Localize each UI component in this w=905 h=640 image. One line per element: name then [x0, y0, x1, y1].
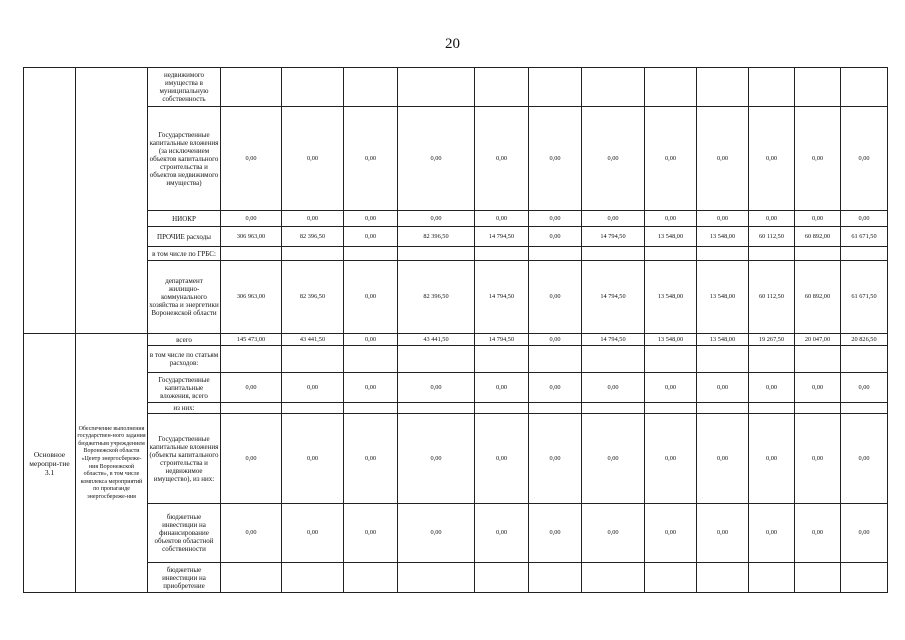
- value-cell: [398, 403, 475, 414]
- value-cell: 0,00: [697, 414, 749, 504]
- value-cell: 0,00: [282, 107, 344, 211]
- value-cell: 0,00: [475, 211, 529, 227]
- budget-table: [23, 67, 888, 593]
- value-cell: [221, 68, 282, 107]
- value-cell: 14 794,50: [475, 261, 529, 334]
- value-cell: 0,00: [282, 414, 344, 504]
- value-cell: 60 112,50: [749, 227, 795, 247]
- value-cell: [645, 403, 697, 414]
- value-cell: 0,00: [795, 211, 841, 227]
- value-cell: [841, 346, 888, 373]
- value-cell: [344, 403, 398, 414]
- value-cell: [282, 346, 344, 373]
- value-cell: 0,00: [475, 504, 529, 563]
- value-cell: 0,00: [645, 414, 697, 504]
- value-cell: 0,00: [697, 373, 749, 403]
- value-cell: 0,00: [582, 504, 645, 563]
- value-cell: [475, 403, 529, 414]
- value-cell: 0,00: [282, 504, 344, 563]
- table-row: [24, 261, 888, 334]
- value-cell: 0,00: [529, 261, 582, 334]
- value-cell: 13 548,00: [645, 334, 697, 346]
- value-cell: 0,00: [749, 107, 795, 211]
- row-label: в том числе по статьям расходов:: [148, 346, 221, 373]
- value-cell: [749, 68, 795, 107]
- value-cell: [795, 346, 841, 373]
- value-cell: 145 473,00: [221, 334, 282, 346]
- value-cell: 0,00: [841, 107, 888, 211]
- value-cell: 0,00: [841, 211, 888, 227]
- value-cell: [282, 563, 344, 593]
- row-label: Государственные капитальные вложения (за исключением объектов капитального строительства и объектов недвижимого имущества): [148, 107, 221, 211]
- value-cell: [795, 563, 841, 593]
- value-cell: 61 671,50: [841, 227, 888, 247]
- value-cell: [221, 247, 282, 261]
- table-row: [24, 227, 888, 247]
- group-cell-empty: [24, 68, 76, 334]
- value-cell: 0,00: [749, 211, 795, 227]
- table-body: [24, 68, 888, 593]
- description-cell-empty: [76, 68, 148, 334]
- value-cell: 0,00: [645, 107, 697, 211]
- value-cell: 0,00: [749, 504, 795, 563]
- value-cell: 0,00: [398, 211, 475, 227]
- value-cell: [697, 346, 749, 373]
- value-cell: 14 794,50: [582, 261, 645, 334]
- value-cell: [475, 563, 529, 593]
- value-cell: [529, 346, 582, 373]
- value-cell: [221, 563, 282, 593]
- value-cell: 0,00: [475, 373, 529, 403]
- value-cell: [282, 247, 344, 261]
- value-cell: 14 794,50: [475, 334, 529, 346]
- value-cell: 0,00: [529, 414, 582, 504]
- value-cell: [582, 346, 645, 373]
- value-cell: 60 112,50: [749, 261, 795, 334]
- row-label: департамент жилищно-коммунального хозяйства и энергетики Воронежской области: [148, 261, 221, 334]
- value-cell: 0,00: [841, 373, 888, 403]
- table-row: [24, 414, 888, 504]
- value-cell: 14 794,50: [582, 227, 645, 247]
- value-cell: 13 548,00: [645, 261, 697, 334]
- value-cell: 0,00: [529, 107, 582, 211]
- value-cell: 0,00: [582, 107, 645, 211]
- value-cell: 13 548,00: [697, 261, 749, 334]
- value-cell: [697, 68, 749, 107]
- value-cell: 0,00: [398, 107, 475, 211]
- value-cell: 0,00: [344, 227, 398, 247]
- value-cell: 43 441,50: [282, 334, 344, 346]
- value-cell: [221, 346, 282, 373]
- row-label: Государственные капитальные вложения (объекты капитального строительства и недвижимое имущество), из них:: [148, 414, 221, 504]
- value-cell: [398, 68, 475, 107]
- value-cell: [344, 346, 398, 373]
- value-cell: 0,00: [582, 373, 645, 403]
- value-cell: 0,00: [529, 373, 582, 403]
- value-cell: 0,00: [645, 504, 697, 563]
- value-cell: 0,00: [221, 414, 282, 504]
- value-cell: [841, 403, 888, 414]
- value-cell: 0,00: [749, 373, 795, 403]
- value-cell: [841, 247, 888, 261]
- value-cell: [221, 403, 282, 414]
- value-cell: [697, 563, 749, 593]
- row-label: в том числе по ГРБС:: [148, 247, 221, 261]
- value-cell: [529, 68, 582, 107]
- value-cell: [529, 247, 582, 261]
- value-cell: 0,00: [645, 373, 697, 403]
- value-cell: 60 892,00: [795, 227, 841, 247]
- value-cell: 0,00: [795, 414, 841, 504]
- value-cell: [697, 403, 749, 414]
- value-cell: [582, 247, 645, 261]
- value-cell: [582, 563, 645, 593]
- value-cell: [645, 68, 697, 107]
- value-cell: [645, 346, 697, 373]
- value-cell: 306 963,00: [221, 227, 282, 247]
- value-cell: 82 396,50: [398, 261, 475, 334]
- value-cell: 0,00: [221, 211, 282, 227]
- value-cell: [475, 247, 529, 261]
- value-cell: 0,00: [398, 414, 475, 504]
- table-row: [24, 563, 888, 593]
- value-cell: [344, 247, 398, 261]
- value-cell: 0,00: [221, 373, 282, 403]
- value-cell: 306 963,00: [221, 261, 282, 334]
- value-cell: [582, 403, 645, 414]
- value-cell: 0,00: [529, 227, 582, 247]
- value-cell: 0,00: [344, 334, 398, 346]
- row-label: бюджетные инвестиции на приобретение: [148, 563, 221, 593]
- value-cell: 82 396,50: [398, 227, 475, 247]
- activity-description-cell: [76, 334, 148, 593]
- value-cell: [795, 247, 841, 261]
- value-cell: [841, 68, 888, 107]
- table-row: [24, 107, 888, 211]
- value-cell: [398, 563, 475, 593]
- activity-group-cell: [24, 334, 76, 593]
- value-cell: 0,00: [795, 107, 841, 211]
- value-cell: 0,00: [529, 504, 582, 563]
- value-cell: 0,00: [795, 373, 841, 403]
- table-row: [24, 403, 888, 414]
- value-cell: [344, 68, 398, 107]
- table-row: [24, 504, 888, 563]
- table-row: [24, 211, 888, 227]
- value-cell: [282, 68, 344, 107]
- value-cell: [841, 563, 888, 593]
- value-cell: 0,00: [582, 211, 645, 227]
- value-cell: [749, 346, 795, 373]
- value-cell: 14 794,50: [475, 227, 529, 247]
- value-cell: [645, 563, 697, 593]
- value-cell: 0,00: [582, 414, 645, 504]
- value-cell: [795, 68, 841, 107]
- value-cell: 0,00: [841, 414, 888, 504]
- table-row: [24, 247, 888, 261]
- page-number: 20: [445, 36, 460, 52]
- value-cell: [398, 247, 475, 261]
- activity-description: Обеспечение выполнения государствен-ного задания бюджетным учреждением Воронежской области «Центр энергосбереже-ния Воронежской области», в том числе комплекса мероприятий по пропаганде энергосбереже-ния: [77, 425, 146, 500]
- value-cell: 0,00: [529, 211, 582, 227]
- value-cell: [795, 403, 841, 414]
- value-cell: 13 548,00: [697, 227, 749, 247]
- value-cell: [749, 247, 795, 261]
- row-label: недвижимого имущества в муниципальную собственность: [148, 68, 221, 107]
- value-cell: 0,00: [749, 414, 795, 504]
- value-cell: 0,00: [344, 504, 398, 563]
- value-cell: 0,00: [529, 334, 582, 346]
- value-cell: 43 441,50: [398, 334, 475, 346]
- row-label: всего: [148, 334, 221, 346]
- row-label: НИОКР: [148, 211, 221, 227]
- row-label: Государственные капитальные вложения, всего: [148, 373, 221, 403]
- value-cell: 0,00: [697, 107, 749, 211]
- row-label: бюджетные инвестиции на финансирование объектов областной собственности: [148, 504, 221, 563]
- value-cell: [529, 403, 582, 414]
- value-cell: 19 267,50: [749, 334, 795, 346]
- value-cell: 0,00: [841, 504, 888, 563]
- value-cell: 61 671,50: [841, 261, 888, 334]
- value-cell: 0,00: [697, 211, 749, 227]
- value-cell: 0,00: [344, 261, 398, 334]
- value-cell: 0,00: [475, 107, 529, 211]
- value-cell: 0,00: [344, 107, 398, 211]
- activity-group-name: Основное меропри-тие 3.1: [29, 450, 70, 477]
- value-cell: 13 548,00: [697, 334, 749, 346]
- value-cell: 20 047,00: [795, 334, 841, 346]
- value-cell: [645, 247, 697, 261]
- value-cell: 0,00: [221, 504, 282, 563]
- value-cell: [475, 68, 529, 107]
- value-cell: [749, 403, 795, 414]
- table-row: [24, 334, 888, 346]
- value-cell: 0,00: [344, 211, 398, 227]
- value-cell: 0,00: [344, 414, 398, 504]
- value-cell: 82 396,50: [282, 227, 344, 247]
- value-cell: 0,00: [475, 414, 529, 504]
- value-cell: [398, 346, 475, 373]
- value-cell: 0,00: [645, 211, 697, 227]
- value-cell: [582, 68, 645, 107]
- value-cell: [282, 403, 344, 414]
- value-cell: [529, 563, 582, 593]
- table-row: [24, 373, 888, 403]
- value-cell: 20 826,50: [841, 334, 888, 346]
- value-cell: [749, 563, 795, 593]
- row-label: из них:: [148, 403, 221, 414]
- value-cell: 0,00: [398, 373, 475, 403]
- value-cell: 0,00: [344, 373, 398, 403]
- table-row: [24, 68, 888, 107]
- row-label: ПРОЧИЕ расходы: [148, 227, 221, 247]
- value-cell: [475, 346, 529, 373]
- value-cell: 60 892,00: [795, 261, 841, 334]
- value-cell: 0,00: [398, 504, 475, 563]
- value-cell: 0,00: [795, 504, 841, 563]
- value-cell: 13 548,00: [645, 227, 697, 247]
- value-cell: 0,00: [282, 373, 344, 403]
- table-row: [24, 346, 888, 373]
- value-cell: 0,00: [697, 504, 749, 563]
- value-cell: 0,00: [221, 107, 282, 211]
- value-cell: 0,00: [282, 211, 344, 227]
- value-cell: 14 794,50: [582, 334, 645, 346]
- value-cell: [697, 247, 749, 261]
- value-cell: 82 396,50: [282, 261, 344, 334]
- value-cell: [344, 563, 398, 593]
